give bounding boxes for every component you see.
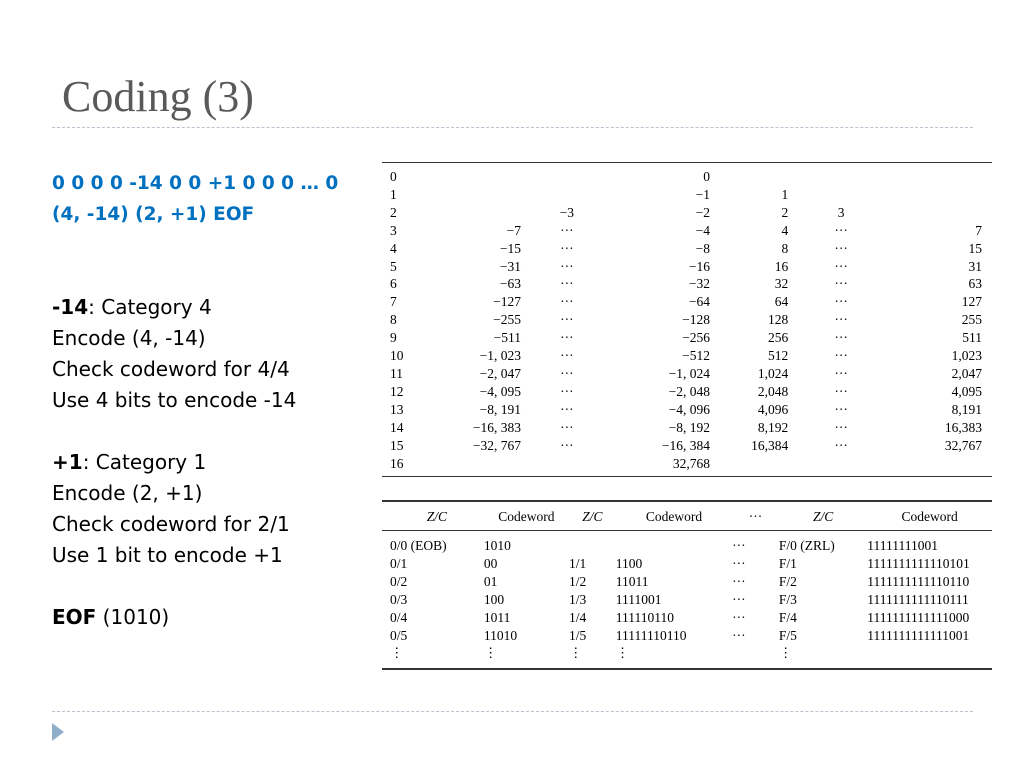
category-value: 32,768 bbox=[672, 455, 711, 471]
zc-cell: F/1 bbox=[778, 555, 797, 571]
category-row bbox=[382, 240, 992, 258]
category-value: −1, 023 bbox=[479, 348, 522, 364]
block1-check: Check codeword for 4/4 bbox=[52, 357, 290, 381]
codeword-header-row bbox=[382, 501, 992, 531]
category-value: ··· bbox=[834, 294, 848, 310]
zc-cell: 1111111111110101 bbox=[867, 555, 970, 571]
zc-cell: 1/2 bbox=[569, 573, 587, 589]
category-value: −7 bbox=[506, 222, 522, 238]
category-row bbox=[382, 275, 992, 293]
category-value bbox=[788, 186, 894, 204]
category-number: 14 bbox=[390, 419, 404, 435]
zc-cell: F/4 bbox=[778, 609, 797, 625]
category-value: −3 bbox=[559, 204, 575, 220]
category-value: −64 bbox=[688, 294, 711, 310]
category-row bbox=[382, 222, 992, 240]
category-value: −1 bbox=[695, 186, 711, 202]
zc-cell: 0/3 bbox=[390, 591, 408, 607]
zc-cell: 0/0 (EOB) bbox=[390, 538, 447, 553]
category-value: ··· bbox=[834, 348, 848, 364]
category-value bbox=[429, 163, 521, 186]
codeword-cell: ··· bbox=[732, 573, 746, 589]
category-value: 4,096 bbox=[757, 401, 789, 417]
explanation-panel bbox=[52, 168, 377, 633]
category-value: 8 bbox=[781, 240, 789, 256]
category-value: −16 bbox=[688, 258, 711, 274]
block1-encode: Encode (4, -14) bbox=[52, 326, 206, 350]
category-value: 15 bbox=[968, 240, 982, 256]
category-value: ··· bbox=[560, 437, 574, 453]
spacer bbox=[52, 571, 377, 602]
category-row bbox=[382, 329, 992, 347]
codeword-cell: 01 bbox=[483, 573, 498, 589]
codeword-cell: ⋮ bbox=[483, 645, 498, 661]
category-value: 7 bbox=[975, 222, 982, 238]
codeword-row bbox=[382, 555, 992, 573]
zc-cell: F/3 bbox=[778, 591, 797, 607]
slide-title: Coding (3) bbox=[62, 72, 254, 121]
category-value: 32 bbox=[774, 276, 789, 292]
category-value: ··· bbox=[560, 294, 574, 310]
category-value bbox=[429, 455, 521, 477]
category-value: ··· bbox=[560, 330, 574, 346]
zc-cell: ⋮ bbox=[390, 645, 404, 661]
category-value: 31 bbox=[968, 258, 982, 274]
zc-cell: 1/3 bbox=[569, 591, 587, 607]
category-value: −511 bbox=[493, 330, 522, 346]
category-value: −63 bbox=[499, 276, 522, 292]
zc-cell: 1111111111110110 bbox=[867, 573, 970, 589]
block2-value: +1 bbox=[52, 450, 83, 474]
category-value: 8,191 bbox=[951, 401, 982, 417]
category-value: 4 bbox=[781, 222, 789, 238]
category-value: −4, 096 bbox=[668, 401, 711, 417]
category-value: ··· bbox=[834, 258, 848, 274]
codeword-cell: ··· bbox=[732, 609, 746, 625]
header-zc: Z/C bbox=[382, 501, 484, 531]
category-value: −15 bbox=[499, 240, 522, 256]
category-number: 6 bbox=[390, 276, 397, 292]
footer-divider bbox=[52, 711, 973, 712]
category-value: −2, 048 bbox=[668, 383, 711, 399]
category-value bbox=[894, 455, 992, 477]
codeword-cell: 100 bbox=[483, 591, 505, 607]
category-row bbox=[382, 204, 992, 222]
category-value: −255 bbox=[493, 312, 522, 328]
category-row bbox=[382, 311, 992, 329]
category-value bbox=[429, 186, 521, 204]
codeword-cell bbox=[732, 644, 779, 669]
codeword-cell: ··· bbox=[732, 591, 746, 607]
category-value: 16,384 bbox=[751, 437, 789, 453]
codeword-cell: ⋮ bbox=[615, 645, 630, 661]
category-value bbox=[710, 455, 788, 477]
category-value bbox=[521, 163, 613, 186]
category-value: 128 bbox=[767, 312, 789, 328]
category-number: 13 bbox=[390, 401, 404, 417]
category-number: 4 bbox=[390, 240, 397, 256]
zc-cell: 1/4 bbox=[569, 609, 587, 625]
category-row bbox=[382, 293, 992, 311]
zc-cell: 1111111111110111 bbox=[867, 591, 969, 607]
block2-category: : Category 1 bbox=[82, 450, 207, 474]
category-value: ··· bbox=[834, 240, 848, 256]
codeword-table bbox=[382, 500, 992, 670]
category-value: 0 bbox=[703, 169, 711, 184]
category-value: ··· bbox=[560, 312, 574, 328]
category-value: −512 bbox=[682, 348, 711, 364]
category-number: 3 bbox=[390, 222, 397, 238]
eof-label: EOF bbox=[52, 605, 97, 629]
category-value: 2 bbox=[781, 204, 789, 220]
category-value: ··· bbox=[834, 401, 848, 417]
category-value: 32,767 bbox=[944, 437, 982, 453]
category-value: 1 bbox=[781, 186, 789, 202]
category-number: 12 bbox=[390, 383, 404, 399]
spacer bbox=[52, 416, 377, 447]
codeword-row bbox=[382, 609, 992, 627]
block1-value: -14 bbox=[52, 295, 89, 319]
category-value: ··· bbox=[560, 276, 574, 292]
category-value: −128 bbox=[682, 312, 711, 328]
category-number: 2 bbox=[390, 204, 397, 220]
category-value: 4,095 bbox=[951, 383, 982, 399]
category-table bbox=[382, 162, 992, 477]
category-number: 9 bbox=[390, 330, 397, 346]
category-value: −256 bbox=[682, 330, 711, 346]
category-value: ··· bbox=[834, 312, 848, 328]
zc-cell: 0/5 bbox=[390, 627, 408, 643]
category-value: 256 bbox=[767, 330, 789, 346]
category-value: −1, 024 bbox=[668, 365, 711, 381]
codeword-row bbox=[382, 531, 992, 555]
zc-cell: 0/4 bbox=[390, 609, 408, 625]
spacer bbox=[52, 230, 377, 292]
category-row bbox=[382, 401, 992, 419]
category-value: ··· bbox=[560, 419, 574, 435]
category-value: ··· bbox=[834, 419, 848, 435]
category-value bbox=[894, 163, 992, 186]
zc-cell: F/5 bbox=[778, 627, 797, 643]
category-value: 16,383 bbox=[944, 419, 982, 435]
category-value: 63 bbox=[968, 276, 982, 292]
category-value: ··· bbox=[560, 365, 574, 381]
codeword-cell: 1010 bbox=[483, 538, 511, 553]
category-value: 8,192 bbox=[757, 419, 789, 435]
category-value: −4, 095 bbox=[479, 383, 522, 399]
codeword-cell: 11010 bbox=[483, 627, 518, 643]
codeword-cell: ··· bbox=[732, 627, 746, 643]
category-row bbox=[382, 365, 992, 383]
codeword-row bbox=[382, 627, 992, 645]
category-value: 127 bbox=[961, 294, 982, 310]
category-value bbox=[521, 186, 613, 204]
codeword-cell: 1111001 bbox=[615, 591, 662, 607]
codeword-row bbox=[382, 573, 992, 591]
category-row bbox=[382, 163, 992, 186]
category-number: 7 bbox=[390, 294, 397, 310]
slide-arrow-icon bbox=[52, 723, 64, 741]
category-number: 11 bbox=[390, 365, 403, 381]
zc-cell: 1/1 bbox=[569, 555, 587, 571]
codeword-cell bbox=[616, 531, 732, 555]
header-codeword: Codeword bbox=[484, 501, 569, 531]
zc-cell: 11111111001 bbox=[867, 538, 938, 553]
category-value: −2 bbox=[695, 204, 711, 220]
category-value: 16 bbox=[774, 258, 789, 274]
category-number: 16 bbox=[390, 455, 404, 471]
header-zc: Z/C bbox=[779, 501, 867, 531]
block1-heading bbox=[52, 292, 377, 323]
category-value: ··· bbox=[834, 365, 848, 381]
codeword-cell: 1011 bbox=[483, 609, 511, 625]
header-ellipsis: ··· bbox=[732, 501, 779, 531]
category-row bbox=[382, 383, 992, 401]
codeword-row bbox=[382, 644, 992, 669]
category-number: 10 bbox=[390, 348, 404, 364]
category-value: −4 bbox=[695, 222, 711, 238]
category-row bbox=[382, 455, 992, 477]
codeword-cell: 111110110 bbox=[615, 609, 675, 625]
coefficient-sequence: 0 0 0 0 -14 0 0 +1 0 0 0 … 0 bbox=[52, 173, 339, 194]
category-value: 1,024 bbox=[757, 365, 789, 381]
category-value: −32 bbox=[688, 276, 711, 292]
category-value: 64 bbox=[774, 294, 789, 310]
category-row bbox=[382, 437, 992, 455]
zc-cell: F/0 (ZRL) bbox=[778, 538, 835, 553]
encoded-pairs: (4, -14) (2, +1) EOF bbox=[52, 204, 255, 225]
category-value: −8, 192 bbox=[668, 419, 711, 435]
category-value: −32, 767 bbox=[472, 437, 522, 453]
category-value: ··· bbox=[560, 258, 574, 274]
category-value bbox=[429, 204, 521, 222]
zc-cell: 1111111111111001 bbox=[867, 627, 970, 643]
category-value bbox=[710, 163, 788, 186]
category-value: 2,047 bbox=[951, 365, 982, 381]
category-value bbox=[521, 455, 613, 477]
category-number: 15 bbox=[390, 437, 404, 453]
category-value bbox=[894, 204, 992, 222]
title-divider bbox=[52, 127, 973, 128]
category-value: ··· bbox=[834, 330, 848, 346]
category-number: 1 bbox=[390, 186, 397, 202]
category-value: 511 bbox=[962, 330, 982, 346]
category-value: ··· bbox=[560, 348, 574, 364]
eof-code: (1010) bbox=[96, 605, 170, 629]
category-value: ··· bbox=[834, 276, 848, 292]
header-codeword: Codeword bbox=[616, 501, 732, 531]
category-row bbox=[382, 347, 992, 365]
block1-bits: Use 4 bits to encode -14 bbox=[52, 388, 297, 412]
category-value: ··· bbox=[560, 383, 574, 399]
header-zc: Z/C bbox=[569, 501, 616, 531]
block2-heading bbox=[52, 447, 377, 478]
zc-cell: ⋮ bbox=[569, 645, 583, 661]
category-value: 255 bbox=[961, 312, 982, 328]
category-value: ··· bbox=[560, 222, 574, 238]
zc-cell: F/2 bbox=[778, 573, 797, 589]
category-value bbox=[788, 163, 894, 186]
category-value: −8, 191 bbox=[479, 401, 522, 417]
category-value: −31 bbox=[499, 258, 522, 274]
category-number: 5 bbox=[390, 258, 397, 274]
category-value: −16, 383 bbox=[472, 419, 522, 435]
block2-check: Check codeword for 2/1 bbox=[52, 512, 290, 536]
category-value: 2,048 bbox=[757, 383, 789, 399]
category-value: ··· bbox=[834, 383, 848, 399]
category-value: −2, 047 bbox=[479, 365, 522, 381]
category-row bbox=[382, 186, 992, 204]
category-value: −127 bbox=[493, 294, 522, 310]
category-number: 0 bbox=[390, 169, 397, 184]
category-value: ··· bbox=[560, 401, 574, 417]
category-number: 8 bbox=[390, 312, 397, 328]
category-value: 512 bbox=[767, 348, 789, 364]
eof-line bbox=[52, 602, 377, 633]
category-value bbox=[788, 455, 894, 477]
category-value: −8 bbox=[695, 240, 711, 256]
category-value: ··· bbox=[834, 437, 848, 453]
zc-cell: 0/1 bbox=[390, 555, 408, 571]
block2-bits: Use 1 bit to encode +1 bbox=[52, 543, 283, 567]
zc-cell: 1/5 bbox=[569, 627, 587, 643]
header-codeword: Codeword bbox=[867, 501, 992, 531]
zc-cell bbox=[569, 531, 616, 555]
zc-cell bbox=[867, 644, 992, 669]
category-value: −16, 384 bbox=[661, 437, 711, 453]
category-value: 1,023 bbox=[951, 348, 982, 364]
category-value: ··· bbox=[834, 222, 848, 238]
category-row bbox=[382, 419, 992, 437]
codeword-cell: 00 bbox=[483, 555, 498, 571]
zc-cell: 1111111111111000 bbox=[867, 609, 970, 625]
block1-category: : Category 4 bbox=[88, 295, 212, 319]
codeword-cell: 1100 bbox=[615, 555, 643, 571]
category-row bbox=[382, 258, 992, 276]
category-value: 3 bbox=[837, 204, 845, 220]
codeword-cell: ··· bbox=[732, 538, 746, 553]
category-value: ··· bbox=[560, 240, 574, 256]
zc-cell: 0/2 bbox=[390, 573, 408, 589]
category-value bbox=[894, 186, 992, 204]
codeword-cell: 11111110110 bbox=[615, 627, 687, 643]
codeword-row bbox=[382, 591, 992, 609]
codeword-cell: ··· bbox=[732, 555, 746, 571]
zc-cell: ⋮ bbox=[778, 645, 793, 661]
codeword-cell: 11011 bbox=[615, 573, 649, 589]
block2-encode: Encode (2, +1) bbox=[52, 481, 203, 505]
